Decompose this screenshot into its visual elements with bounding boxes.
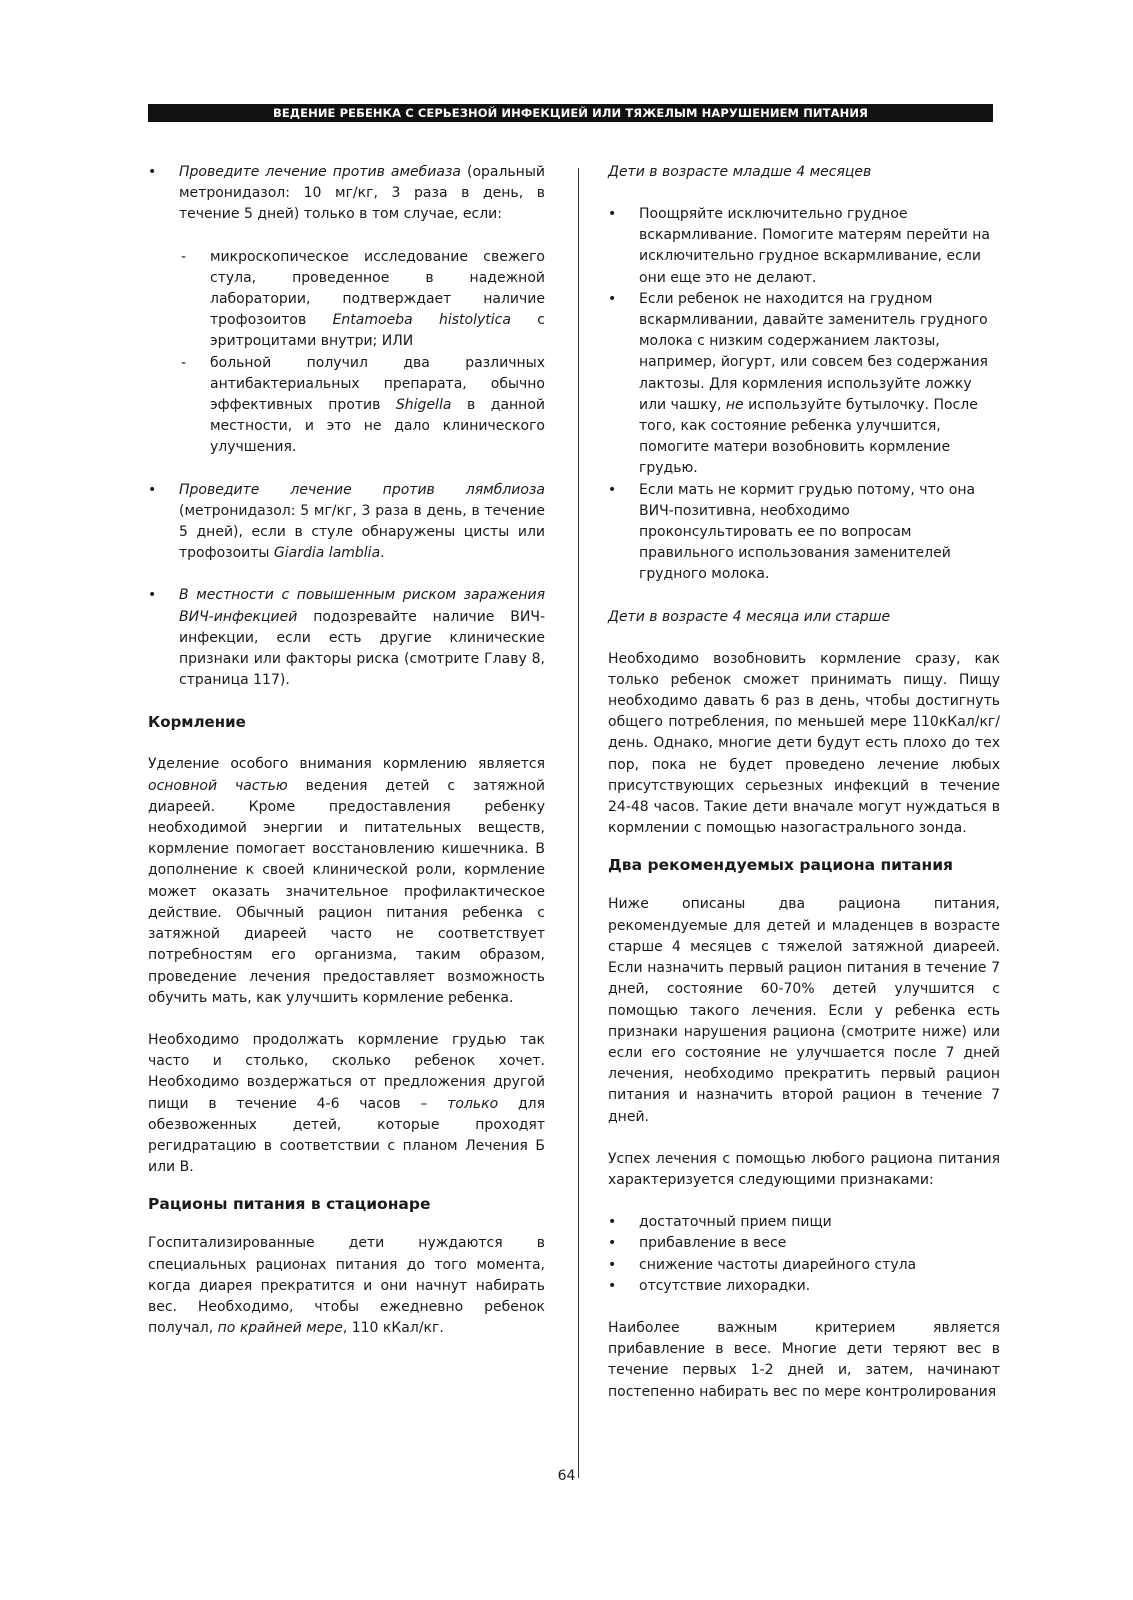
section-title-feeding: Кормление	[148, 713, 246, 732]
right-column	[608, 162, 1000, 1403]
list-item: • Поощряйте исключительно грудное вскармливание. Помогите матерям перейти на исключительно грудное вскармливание, если они еще это не делают.	[608, 204, 1000, 289]
paragraph: Ниже описаны два рациона питания, рекомендуемые для детей и младенцев в возрасте старше 4 месяцев с тяжелой затяжной диареей. Если назначить первый рацион питания в течение 7 дней, состояние 60-70% детей улучшится с помощью такого лечения. Если у ребенка есть признаки нарушения рациона (смотрите ниже) или если его состояние не улучшается после 7 дней лечения, необходимо прекратить первый рацион питания и назначить второй рацион в течение 7 дней.	[608, 896, 1000, 1125]
list-item-amoebiasis: • Проведите лечение против амебиаза (оральный метронидазол: 10 мг/кг, 3 раза в день, в течение 5 дней) только в том случае, если:	[148, 162, 545, 226]
list-item: • отсутствие лихорадки.	[608, 1276, 1000, 1297]
running-header: ВЕДЕНИЕ РЕБЕНКА С СЕРЬЕЗНОЙ ИНФЕКЦИЕЙ ИЛИ ТЯЖЕЛЫМ НАРУШЕНИЕМ ПИТАНИЯ	[148, 104, 993, 122]
success-signs-list	[608, 1212, 1000, 1297]
page-number: 64	[557, 1468, 576, 1484]
list-item-giardiasis: • Проведите лечение против лямблиоза (метронидазол: 5 мг/кг, 3 раза в день, в течение 5 дней), если в стуле обнаружены цисты или трофозоиты Giardia lamblia.	[148, 480, 545, 565]
list-item-condition: - микроскопическое исследование свежего стула, проведенное в надежной лаборатории, подтверждает наличие трофозоитов Entamoeba histolytica с эритроцитами внутри; ИЛИ	[179, 247, 545, 353]
paragraph: Необходимо продолжать кормление грудью так часто и столько, сколько ребенок хочет. Необходимо воздержаться от предложения другой пищи в течение 4-6 часов – только для обезвоженных детей, которые проходят регидратацию в соответствии с планом Лечения Б или В.	[148, 1031, 545, 1176]
subheading-under-4-months: Дети в возрасте младше 4 месяцев	[608, 164, 872, 180]
treatment-list	[148, 162, 545, 226]
subsection-title-hospital: Рационы питания в стационаре	[148, 1195, 431, 1214]
paragraph: Необходимо возобновить кормление сразу, как только ребенок сможет принимать пищу. Пищу необходимо давать 6 раз в день, чтобы достигнуть общего потребления, по меньшей мере 110кКал/кг/день. Однако, многие дети будут есть плохо до тех пор, пока не будет проведено лечение любых присутствующих серьезных инфекций в течение 24-48 часов. Такие дети вначале могут нуждаться в кормлении с помощью назогастрального зонда.	[608, 650, 1000, 837]
treatment-list	[148, 480, 545, 692]
list-item: • достаточный прием пищи	[608, 1212, 1000, 1233]
list-item-condition: - больной получил два различных антибактериальных препарата, обычно эффективных против Shigella в данной местности, и это не дало клинического улучшения.	[179, 353, 545, 459]
list-item: • Если ребенок не находится на грудном вскармливании, давайте заменитель грудного молока с низким содержанием лактозы, например, йогурт, или совсем без содержания лактозы. Для кормления используйте ложку или чашку, не используйте бутылочку. После того, как состояние ребенка улучшится, помогите матери возобновить кормление грудью.	[608, 289, 1000, 480]
paragraph: Госпитализированные дети нуждаются в специальных рационах питания до того момента, когда диарея прекратится и они начнут набирать вес. Необходимо, чтобы ежедневно ребенок получал, по крайней мере, 110 кКал/кг.	[148, 1235, 545, 1337]
paragraph: Наиболее важным критерием является прибавление в весе. Многие дети теряют вес в течение первых 1-2 дней и, затем, начинают постепенно набирать вес по мере контролирования	[608, 1319, 1000, 1400]
subsection-title-diets: Два рекомендуемых рациона питания	[608, 856, 954, 875]
list-item: • снижение частоты диарейного стула	[608, 1255, 1000, 1276]
subheading-4-months-plus: Дети в возрасте 4 месяца или старше	[608, 608, 891, 625]
amoebiasis-conditions	[179, 247, 545, 459]
list-item: • Если мать не кормит грудью потому, что она ВИЧ-позитивна, необходимо проконсультировать ее по вопросам правильного использования заменителей грудного молока.	[608, 480, 1000, 586]
list-item: • прибавление в весе	[608, 1233, 1000, 1254]
feeding-list-under-4	[608, 204, 1000, 586]
column-divider	[578, 168, 579, 1478]
list-item-hiv: • В местности с повышенным риском заражения ВИЧ-инфекцией подозревайте наличие ВИЧ-инфекции, если есть другие клинические признаки или факторы риска (смотрите Главу 8, страница 117).	[148, 585, 545, 691]
paragraph: Уделение особого внимания кормлению является основной частью ведения детей с затяжной диареей. Кроме предоставления ребенку необходимой энергии и питательных веществ, кормление помогает восстановлению кишечника. В дополнение к своей клинической роли, кормление может оказать значительное профилактическое действие. Обычный рацион питания ребенка с затяжной диареей часто не соответствует потребностям его организма, таким образом, проведение лечения предоставляет возможность обучить мать, как улучшить кормление ребенка.	[148, 756, 545, 1006]
paragraph: Успех лечения с помощью любого рациона питания характеризуется следующими признаками:	[608, 1150, 1000, 1188]
left-column	[148, 162, 545, 1339]
